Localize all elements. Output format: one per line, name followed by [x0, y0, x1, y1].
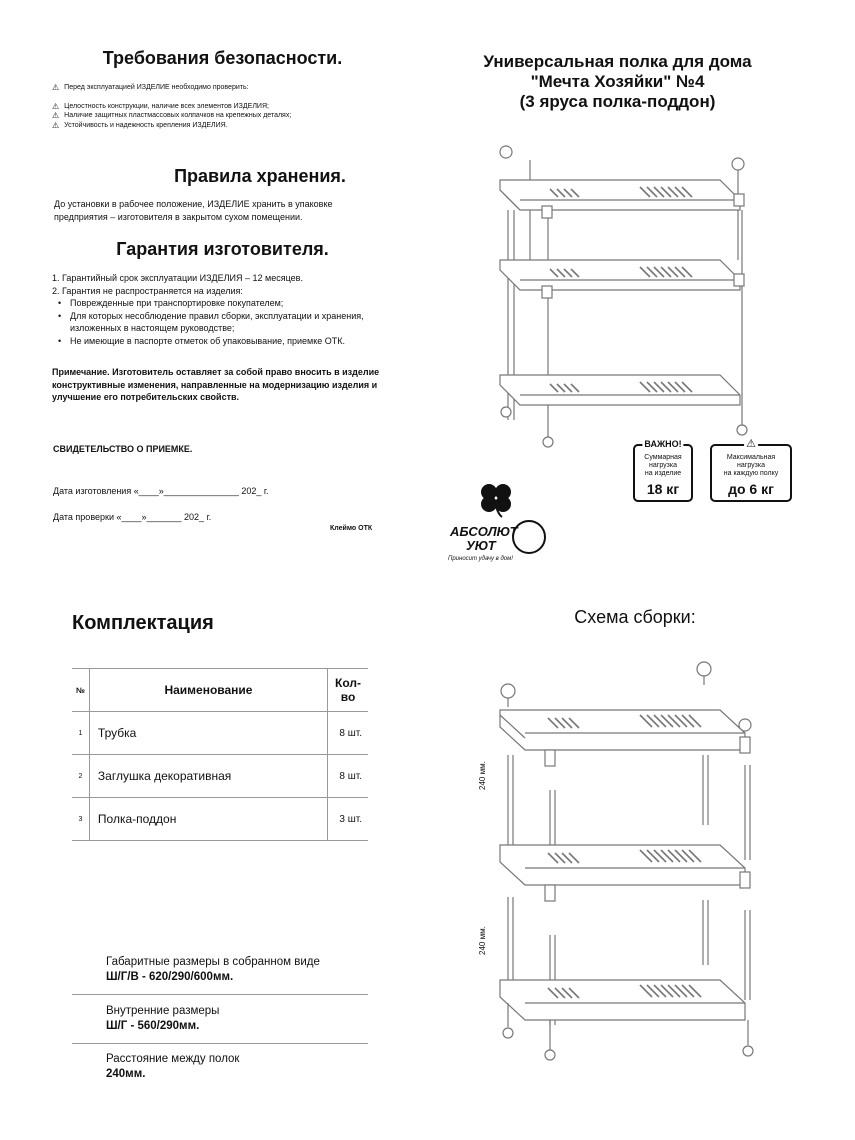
max-load-value: до 6 кг: [728, 481, 774, 497]
warranty-bullet: • Поврежденные при транспортировке покупателем;: [70, 297, 397, 310]
dimension-label-upper: 240 мм.: [478, 761, 487, 790]
warranty-bullet: • Не имеющие в паспорте отметок об упаковывание, приемке ОТК.: [70, 335, 397, 348]
max-load-badge: ⚠ Максимальная нагрузка на каждую полку до 6 кг: [710, 444, 792, 502]
warranty-line-2: 2. Гарантия не распространяется на изделия:: [52, 285, 243, 296]
table-row: 3 Полка-поддон 3 шт.: [72, 798, 368, 841]
table-row: 1 Трубка 8 шт.: [72, 712, 368, 755]
safety-title: Требования безопасности.: [102, 48, 343, 68]
inner-size: Внутренние размеры Ш/Г - 560/290мм.: [106, 1005, 220, 1032]
divider: [72, 994, 368, 995]
storage-text: До установки в рабочее положение, ИЗДЕЛИЕ хранить в упаковке предприятия – изготовителя в закрытом сухом помещении.: [54, 199, 333, 222]
brand-swoosh: [512, 520, 546, 554]
safety-section: [52, 83, 392, 130]
kit-table-header: [72, 669, 368, 712]
warranty-line-1: 1. Гарантийный срок эксплуатации ИЗДЕЛИЯ – 12 месяцев.: [52, 273, 303, 283]
acceptance-title: СВИДЕТЕЛЬСТВО О ПРИЕМКЕ.: [53, 444, 193, 454]
warning-icon: ⚠: [52, 111, 60, 120]
warranty-bullet: • Для которых несоблюдение правил сборки, эксплуатации и хранения, изложенных в настоящем руководстве;: [70, 310, 397, 335]
col-header-qty: Кол-во: [328, 669, 369, 712]
kit-table: [72, 668, 368, 841]
shelf-gap: Расстояние между полок 240мм.: [106, 1053, 240, 1080]
warning-icon: ⚠: [746, 438, 756, 450]
kit-title: Комплектация: [72, 612, 214, 634]
warranty-note: Примечание. Изготовитель оставляет за собой право вносить в изделие конструктивные изменения, направленные на модернизацию изделия и улучшение его потребительских свойств.: [52, 367, 380, 402]
assembled-size: Габаритные размеры в собранном виде Ш/Г/В - 620/290/600мм.: [106, 956, 320, 983]
brand-logo: [446, 478, 556, 573]
col-header-name: Наименование: [89, 669, 327, 712]
table-row: 2 Заглушка декоративная 8 шт.: [72, 755, 368, 798]
safety-item: ⚠ Целостность конструкции, наличие всех элементов ИЗДЕЛИЯ;: [52, 101, 269, 111]
assembly-diagram: [490, 655, 760, 1125]
warning-icon: ⚠: [52, 120, 60, 130]
brand-name-1: АБСОЛЮТ: [450, 524, 518, 539]
assembly-title: Схема сборки:: [574, 607, 696, 627]
dimension-label-lower: 240 мм.: [478, 926, 487, 955]
check-date: Дата проверки «____»_______ 202_ г.: [53, 512, 212, 522]
safety-item: ⚠ Устойчивость и надежность крепления ИЗДЕЛИЯ.: [52, 120, 228, 130]
storage-title: Правила хранения.: [174, 166, 346, 186]
important-tag: ВАЖНО!: [644, 439, 682, 449]
clover-icon: [476, 480, 516, 518]
otk-stamp-label: Клеймо ОТК: [330, 525, 373, 532]
total-load-value: 18 кг: [646, 481, 680, 497]
warranty-title: Гарантия изготовителя.: [116, 239, 329, 259]
safety-intro: ⚠ Перед эксплуатацией ИЗДЕЛИЕ необходимо проверить:: [52, 83, 249, 92]
total-load-badge: ВАЖНО! Суммарная нагрузка на изделие 18 кг: [633, 444, 693, 502]
product-title: Универсальная полка для дома "Мечта Хозяйки" №4 (3 яруса полка-поддон): [483, 52, 752, 111]
warning-icon: ⚠: [52, 83, 60, 92]
warranty-section: [52, 272, 397, 347]
manufacture-date: Дата изготовления «____»_______________ 202_ г.: [53, 486, 269, 496]
brand-name-2: УЮТ: [466, 538, 496, 553]
col-header-num: №: [72, 669, 89, 712]
divider: [72, 1043, 368, 1044]
safety-item: ⚠ Наличие защитных пластмассовых колпачков на крепежных деталях;: [52, 111, 292, 120]
assembled-shelf-illustration: [490, 140, 755, 450]
brand-slogan: Приносит удачу в дом!: [448, 556, 513, 562]
warning-icon: ⚠: [52, 101, 60, 111]
